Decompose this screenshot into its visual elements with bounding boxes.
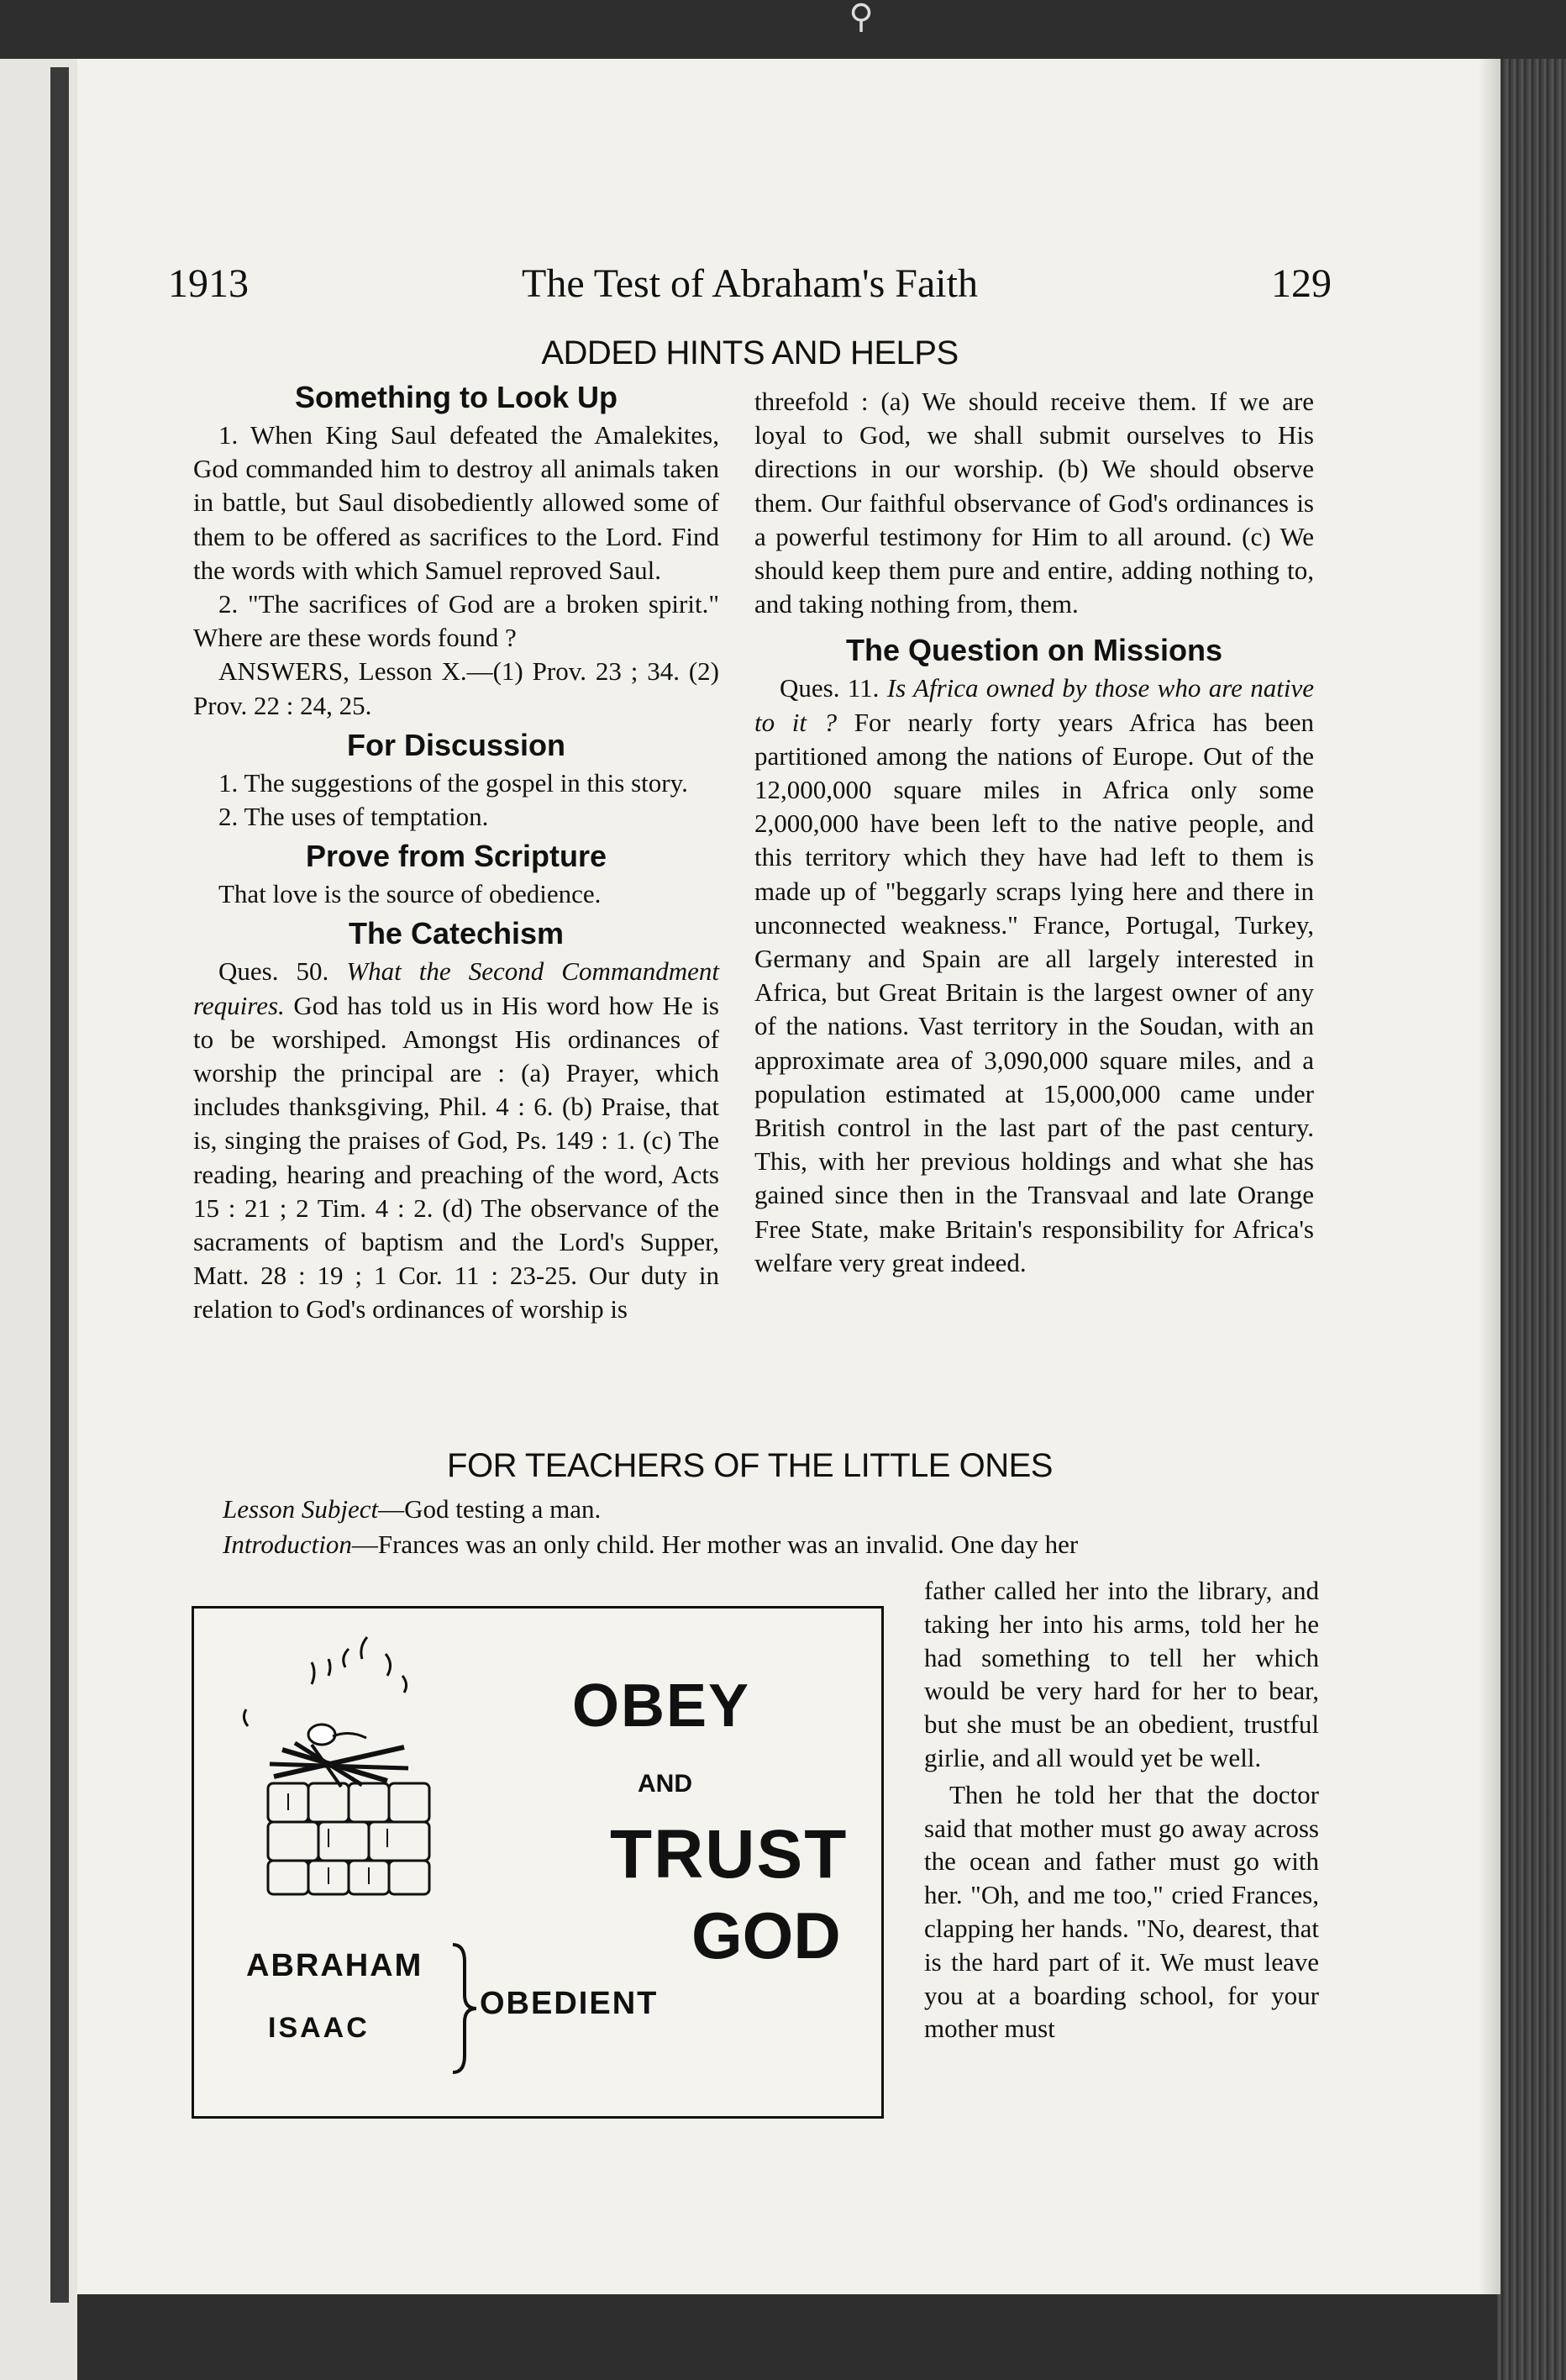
discussion-heading: For Discussion xyxy=(346,727,566,762)
catechism-continuation: threefold : (a) We should receive them. If we are loyal to God, we shall submit ourselves to His directions in our worship. (b) We should observe them. Our faithful observance of God's ordinances is a powerful testimony for Him to all around. (c) We should keep them pure and entire, adding nothing to, and taking nothing from, them. xyxy=(754,387,1314,619)
page-stack xyxy=(1497,59,1566,2380)
header-year: 1913 xyxy=(168,261,249,306)
illus-obedient: OBEDIENT xyxy=(480,1986,659,2021)
missions-body: For nearly forty years Africa has been partitioned among the nations of Europe. Out of the 12,000,000 square miles in Africa only some 2,000,000 have been left to the native people, and this territory which they have had left to them is made up of "beggarly scraps lying here and there in unconnected weakness." France, Portugal, Turkey, Germany and Spain are all largely interested in Africa, but Great Britain is the largest owner of any of the nations. Vast territory in the Soudan, with an approximate area of 3,090,000 square miles, and a population estimated at 15,000,000 came under British control in the last part of the past century. This, with her previous holdings and what she has gained since then in the Transvaal and late Orange Free State, make Britain's responsibility for Africa's welfare very great indeed. xyxy=(754,707,1315,1277)
obey-trust-illustration xyxy=(192,1606,884,2119)
illustration-text xyxy=(246,1672,848,2044)
introduction-para-1: father called her into the library, and taking her into his arms, told her he had something to tell her which would be very hard for her to bear, but she must be an obedient, trustful girlie, and all would yet be well. xyxy=(924,1576,1319,1772)
illus-god: GOD xyxy=(691,1898,841,1972)
discussion-item-1: 1. The suggestions of the gospel in this story. xyxy=(218,767,688,798)
missions-question: Is Africa owned by those who are native to it ? xyxy=(754,673,1315,737)
teachers-title: FOR TEACHERS OF THE LITTLE ONES xyxy=(447,1447,1053,1484)
introduction-label: Introduction xyxy=(223,1530,352,1559)
header-title: The Test of Abraham's Faith xyxy=(522,261,978,306)
page-curl xyxy=(1479,59,1500,2294)
discussion-item-2: 2. The uses of temptation. xyxy=(218,802,489,832)
altar-drawing xyxy=(194,1609,881,2116)
catechism-heading: The Catechism xyxy=(348,916,565,951)
introduction-text: —Frances was an only child. Her mother was an invalid. One day her xyxy=(351,1530,1079,1559)
lesson-subject-text: —God testing a man. xyxy=(378,1494,602,1524)
illus-and: AND xyxy=(638,1770,692,1798)
clip-icon: ⚲ xyxy=(849,0,874,35)
catechism-ques-label: Ques. 50. xyxy=(218,956,329,987)
catechism-answer xyxy=(193,955,719,1326)
catechism-body: God has told us in His word how He is to be worshiped. Amongst His ordinances of worship the principal are : (a) Prayer, which includes thanksgiving, Phil. 4 : 6. (b) Praise, that is, singing the praises of God, Ps. 149 : 1. (c) The reading, hearing and preaching of the word, Acts 15 : 21 ; 2 Tim. 4 : 2. (d) The observance of the sacraments of baptism and the Lord's Supper, Matt. 28 : 19 ; 1 Cor. 11 : 23-25. Our duty in relation to God's ordinances of worship is xyxy=(193,990,719,1324)
look-up-item-1: 1. When King Saul defeated the Amalekites, God commanded him to destroy all animals taken in battle, but Saul disobediently allowed some of them to be offered as sacrifices to the Lord. Find the words with which Samuel reproved Saul. xyxy=(193,420,719,585)
lesson-subject-label: Lesson Subject xyxy=(223,1494,379,1524)
missions-ques-label: Ques. 11. xyxy=(780,673,880,703)
running-head xyxy=(168,252,1332,319)
introduction-column xyxy=(924,1574,1319,2046)
illus-obey: OBEY xyxy=(572,1672,751,1740)
introduction-para-2: Then he told her that the doctor said that mother must go away across the ocean and father must go with her. "Oh, and me too," cried Frances, clapping her hands. "No, dearest, that is the hard part of it. We must leave you at a boarding school, for your mother must xyxy=(924,1779,1319,2044)
hints-title: ADDED HINTS AND HELPS xyxy=(541,334,959,371)
illus-trust: TRUST xyxy=(610,1816,849,1893)
prove-heading: Prove from Scripture xyxy=(305,839,607,874)
illus-isaac: ISAAC xyxy=(268,2012,370,2044)
page-number: 129 xyxy=(1271,261,1332,306)
lesson-subject xyxy=(223,1493,1332,1526)
look-up-heading: Something to Look Up xyxy=(295,380,617,414)
catechism-question: What the Second Commandment requires. xyxy=(193,956,719,1020)
left-column xyxy=(193,375,719,1327)
illus-abraham: ABRAHAM xyxy=(246,1948,423,1983)
prove-text: That love is the source of obedience. xyxy=(218,879,602,909)
missions-answer xyxy=(754,671,1314,1280)
missions-heading: The Question on Missions xyxy=(845,633,1223,668)
right-column xyxy=(754,385,1314,1280)
introduction-line xyxy=(223,1528,1323,1561)
answers: ANSWERS, Lesson X.—(1) Prov. 23 ; 34. (2) Prov. 22 : 24, 25. xyxy=(193,656,719,720)
look-up-item-2: 2. "The sacrifices of God are a broken spirit." Where are these words found ? xyxy=(193,589,719,653)
left-binding xyxy=(50,67,69,2303)
altar-icon xyxy=(244,1637,476,2072)
